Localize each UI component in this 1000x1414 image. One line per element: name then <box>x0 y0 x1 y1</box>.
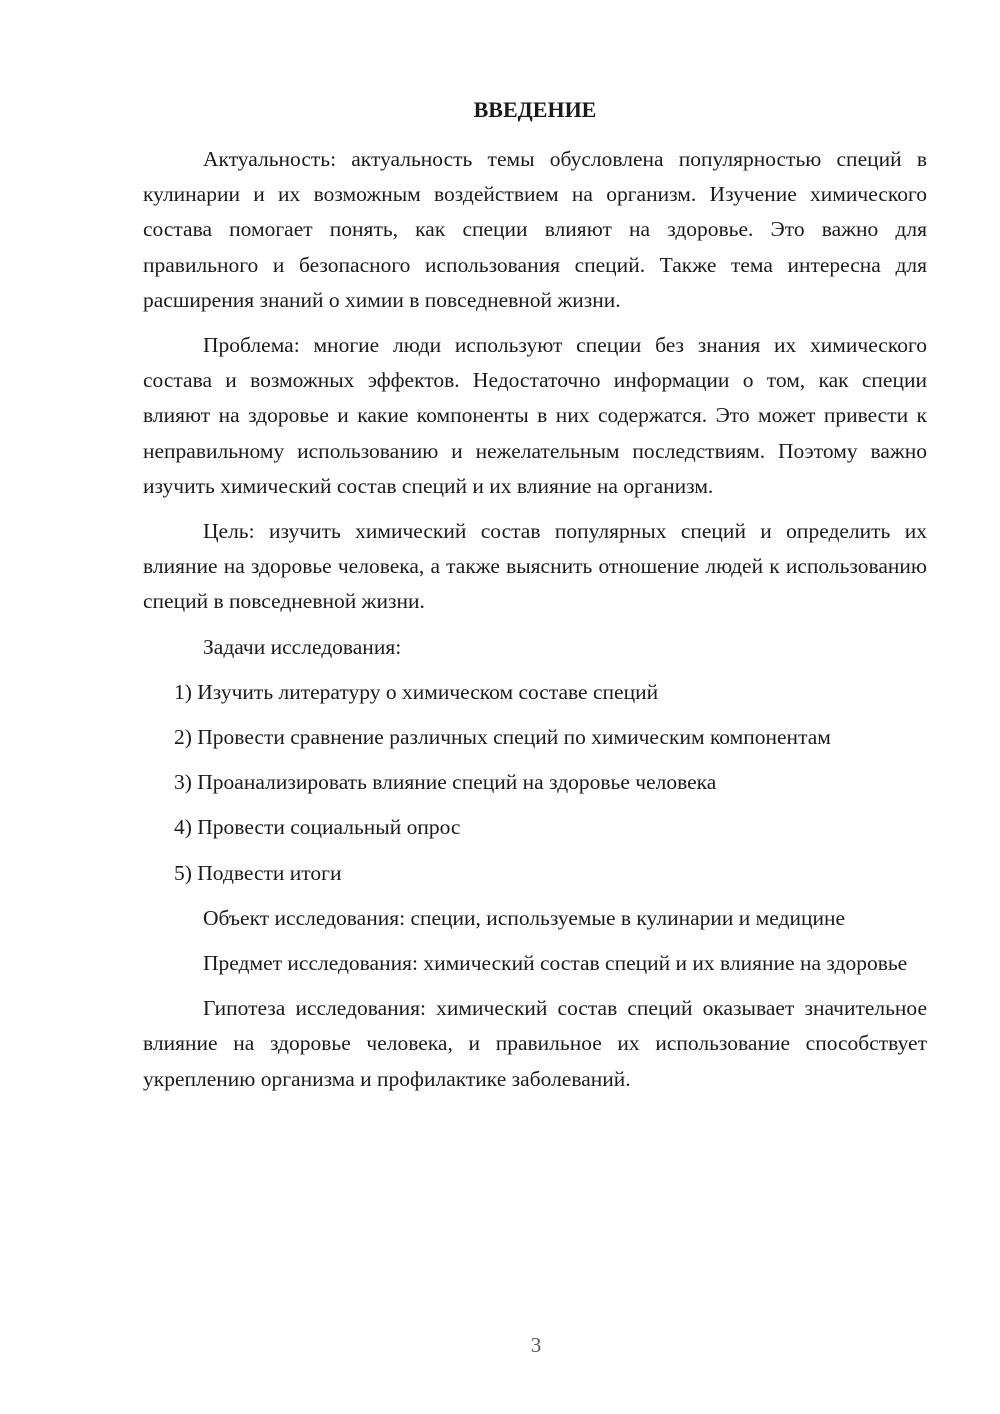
page-number: 3 <box>530 1333 542 1357</box>
task-item: 3) Проанализировать влияние специй на здоровье человека <box>174 770 717 795</box>
task-item: 2) Провести сравнение различных специй по химическим компонентам <box>174 725 831 750</box>
task-item: 1) Изучить литературу о химическом составе специй <box>174 679 659 704</box>
task-item: 5) Подвести итоги <box>174 860 342 885</box>
section-title: ВВЕДЕНИЕ <box>473 97 597 122</box>
subject-paragraph: Предмет исследования: химический состав специй и их влияние на здоровье <box>203 951 908 976</box>
tasks-heading: Задачи исследования: <box>203 634 402 659</box>
relevance-paragraph: Актуальность: актуальность темы обусловлена популярностью специй в кулинарии и их возможным воздействием на организм. Изучение химического состава помогает понять, как специи влияют на здоровье. Это важно для правильного и безопасного использования специй. Также тема интересна для расширения знаний о химии в повседневной жизни. <box>143 147 927 312</box>
object-paragraph: Объект исследования: специи, используемые в кулинарии и медицине <box>203 905 846 930</box>
problem-paragraph: Проблема: многие люди используют специи без знания их химического состава и возможных эффектов. Недостаточно информации о том, как специи влияют на здоровье и какие компоненты в них содержатся. Это может привести к неправильному использованию и нежелательным последствиям. Поэтому важно изучить химический состав специй и их влияние на организм. <box>143 333 927 498</box>
document-page <box>143 92 927 1107</box>
hypothesis-paragraph: Гипотеза исследования: химический состав специй оказывает значительное влияние на здоровье человека, и правильное их использование способствует укреплению организма и профилактике заболеваний. <box>143 996 927 1091</box>
goal-paragraph: Цель: изучить химический состав популярных специй и определить их влияние на здоровье человека, а также выяснить отношение людей к использованию специй в повседневной жизни. <box>143 519 927 614</box>
task-item: 4) Провести социальный опрос <box>174 815 461 840</box>
